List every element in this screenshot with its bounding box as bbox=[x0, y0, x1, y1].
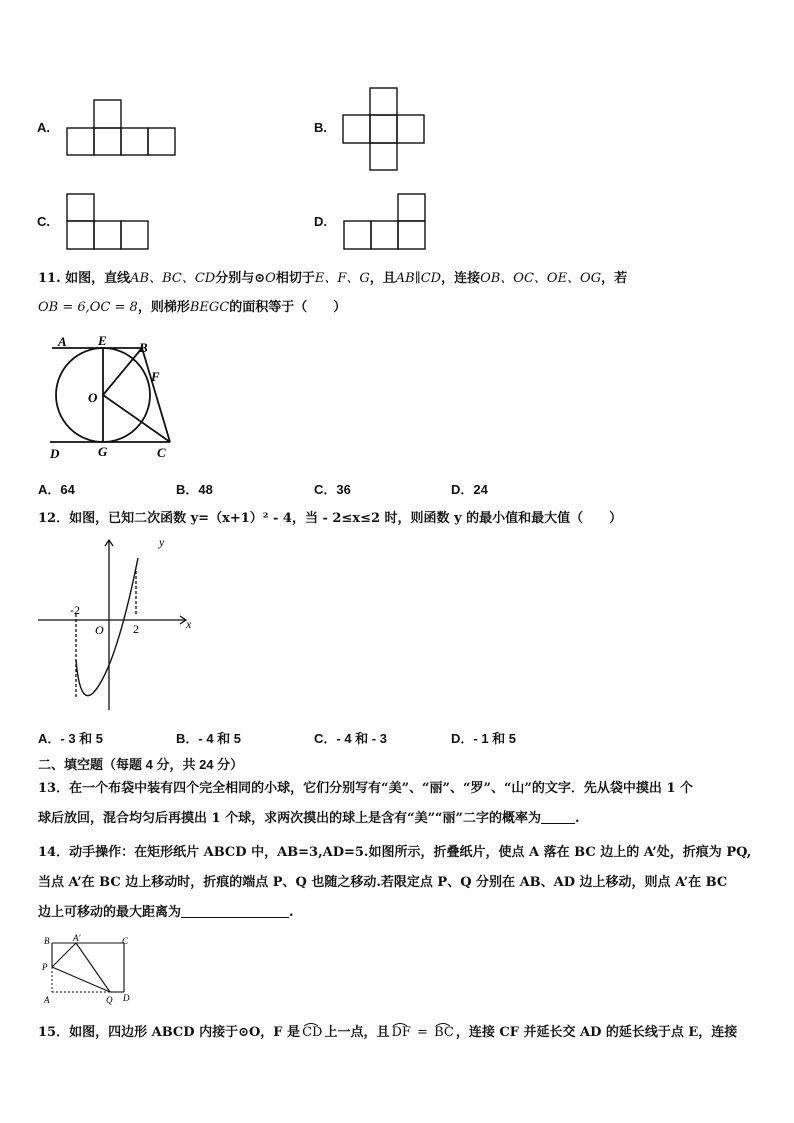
q11-line2 bbox=[38, 300, 346, 316]
q11-label-f: F bbox=[151, 369, 160, 384]
q13-line1: 13．在一个布袋中装有四个完全相同的小球，它们分别写有“美”、“丽”、“罗”、“山”的文字．先从袋中摸出 1 个 bbox=[38, 781, 694, 796]
q15-arc-bc bbox=[432, 1025, 456, 1041]
net-option-d bbox=[314, 192, 444, 252]
q15-equals: = bbox=[412, 1025, 433, 1040]
q13-line2 bbox=[38, 811, 580, 827]
q11-math-b: O bbox=[265, 271, 276, 286]
option-b-label: B. bbox=[314, 120, 327, 135]
q11-line1 bbox=[38, 271, 627, 287]
option-d-label: D. bbox=[314, 214, 327, 229]
q14-label-d: D bbox=[123, 993, 130, 1003]
net-figure-d bbox=[342, 192, 432, 252]
q11-text-d: ，且 bbox=[369, 271, 396, 286]
q15-text-c: ，连接 CF 并延长交 AD 的延长线于点 E，连接 bbox=[455, 1025, 738, 1040]
q11-math-c: E、F、G bbox=[314, 271, 370, 286]
section-fill-in-title: 二、填空题（每题 4 分，共 24 分） bbox=[38, 757, 244, 772]
q14-answer-blank[interactable] bbox=[181, 905, 289, 918]
q11-label-o: O bbox=[88, 390, 98, 405]
q14-label-a: A bbox=[44, 995, 50, 1005]
q11-text-h: 的面积等于（ ） bbox=[229, 300, 347, 315]
q15-text-b: 上一点，且 bbox=[324, 1025, 390, 1040]
q14-line2: 当点 A’在 BC 边上移动时，折痕的端点 P、Q 也随之移动.若限定点 P、Q 分别在 AB、AD 边上移动，则点 A’在 BC bbox=[38, 875, 728, 890]
q11-math-f: OB = 6,OC = 8 bbox=[38, 300, 138, 315]
q12-option-c[interactable]: C．- 4 和 - 3 bbox=[314, 731, 387, 746]
q11-text-f: ，若 bbox=[601, 271, 628, 286]
q11-label-a: A bbox=[58, 334, 67, 349]
q11-option-a[interactable]: A．64 bbox=[38, 482, 75, 497]
q12-option-a[interactable]: A．- 3 和 5 bbox=[38, 731, 104, 746]
q11-number: 11. bbox=[38, 271, 61, 286]
q14-line1: 14．动手操作：在矩形纸片 ABCD 中，AB=3,AD=5.如图所示，折叠纸片，使点 A 落在 BC 边上的 A’处，折痕为 PQ, bbox=[38, 845, 752, 860]
q14-label-a1: A' bbox=[73, 934, 81, 943]
net-figure-c bbox=[65, 192, 155, 252]
q13-line2-text: 球后放回，混合均匀后再摸出 1 个球，求两次摸出的球上是含有“美”“丽”二字的概率为 bbox=[38, 811, 542, 826]
q14-label-c: C bbox=[122, 936, 129, 946]
arc-mark-icon bbox=[392, 1022, 408, 1027]
q11-label-c: C bbox=[157, 445, 166, 460]
q14-line3-text: 边上可移动的最大距离为 bbox=[38, 905, 182, 920]
q11-math-d: AB∥CD bbox=[395, 271, 442, 286]
net-option-c bbox=[37, 192, 167, 252]
arc-mark-icon bbox=[303, 1022, 319, 1027]
q12-figure bbox=[36, 532, 198, 717]
q15-arc-df bbox=[389, 1025, 412, 1041]
q11-text-b: 分别与⊙ bbox=[215, 271, 266, 286]
q14-label-b: B bbox=[44, 936, 50, 946]
q12-option-b[interactable]: B．- 4 和 5 bbox=[176, 731, 242, 746]
q15-arc-cd bbox=[300, 1025, 324, 1041]
option-a-label: A. bbox=[37, 120, 50, 135]
q14-line3 bbox=[38, 905, 294, 921]
q11-label-b: B bbox=[139, 340, 148, 355]
q11-text-g: ，则梯形 bbox=[137, 300, 190, 315]
net-figure-a bbox=[65, 98, 180, 158]
q14-figure bbox=[38, 934, 138, 1008]
q13-line2-end: . bbox=[575, 811, 580, 826]
q11-option-c[interactable]: C．36 bbox=[314, 482, 351, 497]
q11-label-g: G bbox=[98, 444, 108, 459]
q12-label-x: x bbox=[186, 617, 192, 631]
q11-figure bbox=[40, 334, 185, 464]
q15-line1 bbox=[38, 1025, 737, 1041]
q11-text-e: ，连接 bbox=[441, 271, 481, 286]
net-option-a bbox=[37, 98, 167, 160]
option-c-label: C. bbox=[37, 214, 50, 229]
q12-text: 12．如图，已知二次函数 y=（x+1）² - 4，当 - 2≤x≤2 时，则函数 y 的最小值和最大值（ ） bbox=[38, 511, 623, 526]
q15-text-a: 15．如图，四边形 ABCD 内接于⊙O，F 是 bbox=[38, 1025, 301, 1040]
q11-math-e: OB、OC、OE、OG bbox=[480, 271, 602, 286]
q11-label-d: D bbox=[50, 446, 60, 461]
q15-arc-cd-label: CD bbox=[302, 1025, 323, 1040]
arc-mark-icon bbox=[435, 1022, 451, 1027]
q15-arc-df-label: DF bbox=[391, 1025, 411, 1040]
q14-label-p: P bbox=[42, 962, 48, 972]
q12-option-d[interactable]: D．- 1 和 5 bbox=[451, 731, 517, 746]
q11-option-b[interactable]: B．48 bbox=[176, 482, 213, 497]
q11-text-c: 相切于 bbox=[275, 271, 315, 286]
q14-label-q: Q bbox=[106, 995, 113, 1005]
q11-option-d[interactable]: D．24 bbox=[451, 482, 488, 497]
q12-label-neg2: -2 bbox=[70, 603, 80, 617]
q11-math-g: BEGC bbox=[189, 300, 230, 315]
q13-answer-blank[interactable] bbox=[541, 811, 575, 824]
net-option-b bbox=[314, 86, 444, 172]
q15-arc-bc-label: BC bbox=[434, 1025, 454, 1040]
q11-text-a: 如图，直线 bbox=[65, 271, 131, 286]
net-figure-b bbox=[341, 86, 431, 172]
q12-label-y: y bbox=[159, 535, 165, 549]
q11-math-a: AB、BC、CD bbox=[130, 271, 216, 286]
q12-label-2: 2 bbox=[133, 622, 139, 636]
q11-label-e: E bbox=[98, 334, 107, 348]
q12-label-o: O bbox=[95, 623, 104, 637]
q14-line3-end: . bbox=[289, 905, 294, 920]
